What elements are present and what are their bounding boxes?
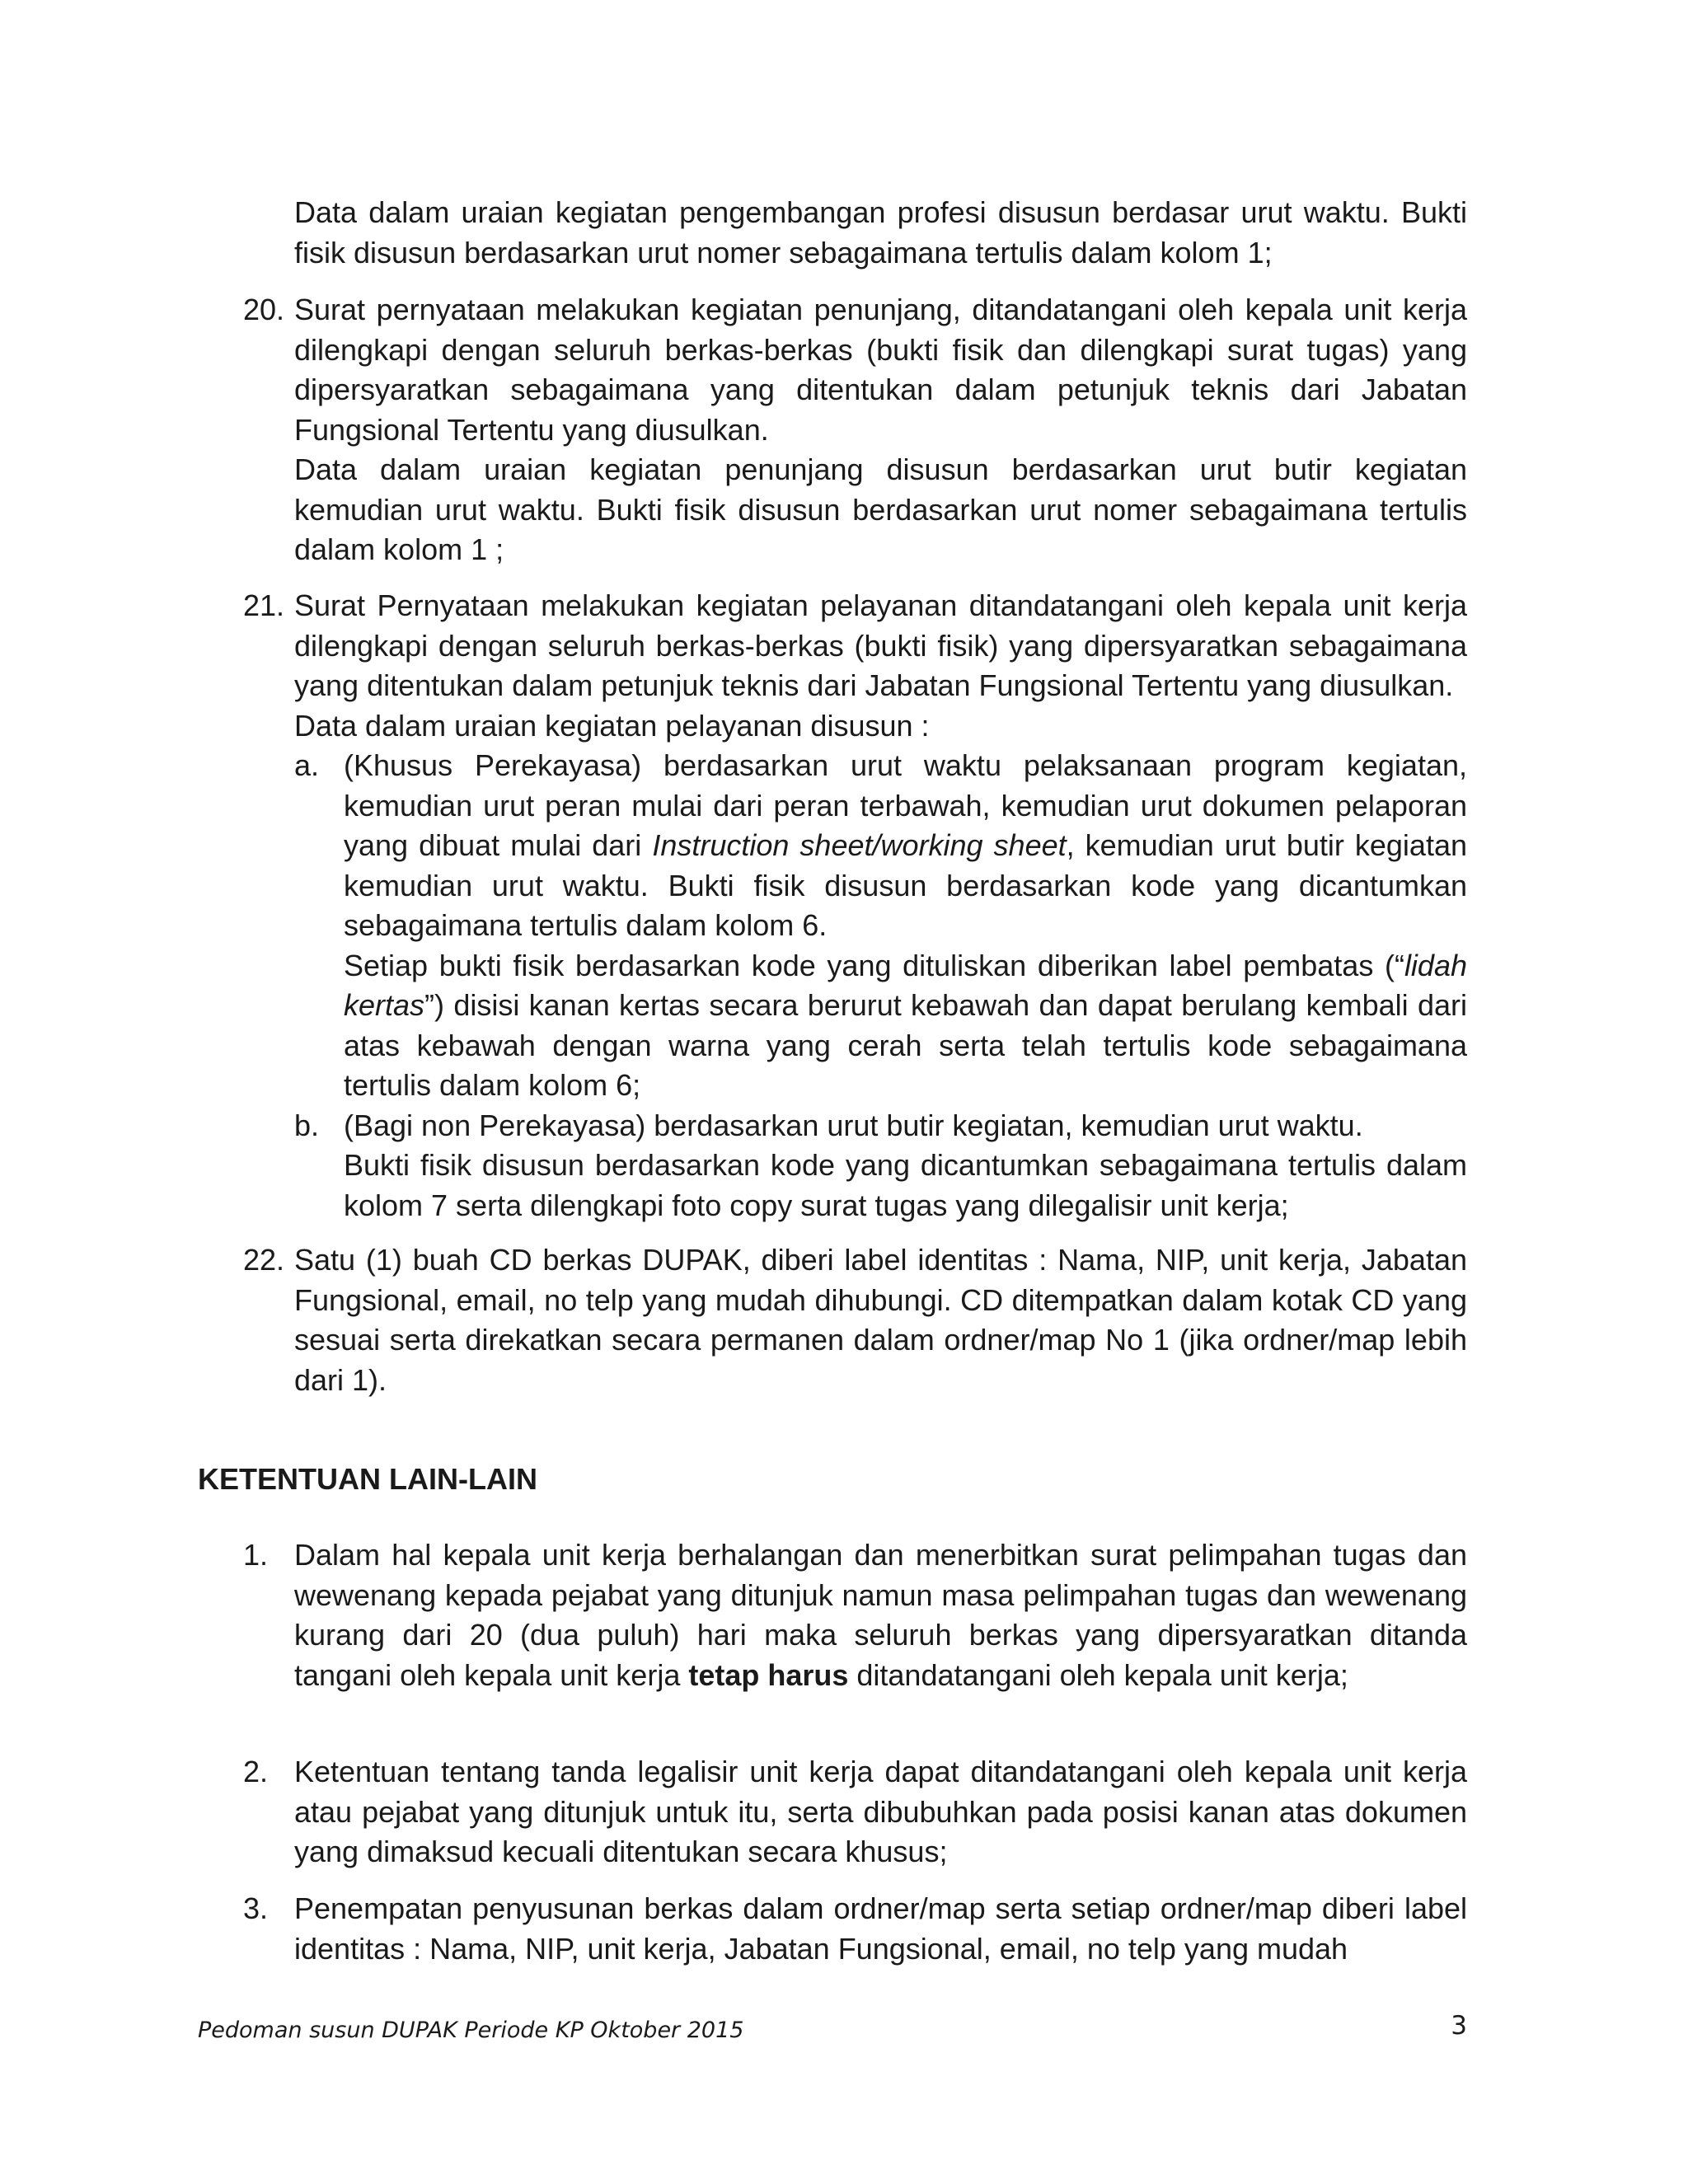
list-item-text: Surat pernyataan melakukan kegiatan penunjang, ditandatangani oleh kepala unit kerja dilengkapi dengan seluruh berkas-berkas (bukti fisik dan dilengkapi surat tugas) yang dipersyaratkan sebagaimana yang ditentukan dalam petunjuk teknis dari Jabatan Fungsional Tertentu yang diusulkan. <box>294 293 1467 447</box>
list-number: 3. <box>243 1891 269 1925</box>
list-item-3 <box>243 1889 1467 1969</box>
sub-item-text: Bukti fisik disusun berdasarkan kode yang dicantumkan sebagaimana tertulis dalam kolom 7 serta dilengkapi foto copy surat tugas yang dilegalisir unit kerja; <box>344 1148 1467 1222</box>
sub-item-text: (Bagi non Perekayasa) berdasarkan urut butir kegiatan, kemudian urut waktu. <box>344 1108 1363 1142</box>
sub-item-text: (Khusus Perekayasa) berdasarkan urut waktu pelaksanaan program kegiatan, kemudian urut peran mulai dari peran terbawah, kemudian urut dokumen pelaporan yang dibuat mulai dari Instruction sheet/working sheet, kemudian urut butir kegiatan kemudian urut waktu. Bukti fisik disusun berdasarkan kode yang dicantumkan sebagaimana tertulis dalam kolom 6. <box>344 748 1467 942</box>
sub-letter: a. <box>294 748 320 782</box>
list-item-21 <box>243 586 1467 1226</box>
list-number: 21. <box>243 588 285 622</box>
intro-paragraph <box>294 193 1467 273</box>
list-item-text: Surat Pernyataan melakukan kegiatan pelayanan ditandatangani oleh kepala unit kerja dilengkapi dengan seluruh berkas-berkas (bukti fisik) yang dipersyaratkan sebagaimana yang ditentukan dalam petunjuk teknis dari Jabatan Fungsional Tertentu yang diusulkan. <box>294 588 1467 702</box>
sub-item-text: Setiap bukti fisik berdasarkan kode yang dituliskan diberikan label pembatas (“lidah kertas”) disisi kanan kertas secara berurut kebawah dan dapat berulang kembali dari atas kebawah dengan warna yang cerah serta telah tertulis kode sebagaimana tertulis dalam kolom 6; <box>344 948 1467 1102</box>
list-item-text: Dalam hal kepala unit kerja berhalangan dan menerbitkan surat pelimpahan tugas dan wewenang kepada pejabat yang ditunjuk namun masa pelimpahan tugas dan wewenang kurang dari 20 (dua puluh) hari maka seluruh berkas yang dipersyaratkan ditanda tangani oleh kepala unit kerja tetap harus ditandatangani oleh kepala unit kerja; <box>294 1538 1467 1692</box>
sub-item-b <box>243 1106 1467 1226</box>
sub-letter: b. <box>294 1108 320 1142</box>
list-number: 20. <box>243 293 285 326</box>
list-item-text: Data dalam uraian kegiatan pelayanan disusun : <box>294 708 930 743</box>
list-number: 22. <box>243 1243 285 1277</box>
sub-item-a <box>243 746 1467 1106</box>
list-item-1 <box>243 1535 1467 1695</box>
list-number: 2. <box>243 1755 269 1788</box>
list-item-text: Satu (1) buah CD berkas DUPAK, diberi label identitas : Nama, NIP, unit kerja, Jabatan Fungsional, email, no telp yang mudah dihubungi. CD ditempatkan dalam kotak CD yang sesuai serta direkatkan secara permanen dalam ordner/map No 1 (jika ordner/map lebih dari 1). <box>294 1243 1467 1397</box>
list-item-20 <box>243 290 1467 570</box>
list-item-text: Ketentuan tentang tanda legalisir unit kerja dapat ditandatangani oleh kepala unit kerja atau pejabat yang ditunjuk untuk itu, serta dibubuhkan pada posisi kanan atas dokumen yang dimaksud kecuali ditentukan secara khusus; <box>294 1755 1467 1868</box>
list-item-text: Data dalam uraian kegiatan penunjang disusun berdasarkan urut butir kegiatan kemudian urut waktu. Bukti fisik disusun berdasarkan urut nomer sebagaimana tertulis dalam kolom 1 ; <box>294 452 1467 566</box>
list-item-text: Penempatan penyusunan berkas dalam ordner/map serta setiap ordner/map diberi label identitas : Nama, NIP, unit kerja, Jabatan Fungsional, email, no telp yang mudah <box>294 1891 1467 1966</box>
list-item-22 <box>243 1240 1467 1400</box>
intro-text: Data dalam uraian kegiatan pengembangan profesi disusun berdasar urut waktu. Bukti fisik disusun berdasarkan urut nomer sebagaimana tertulis dalam kolom 1; <box>294 195 1467 269</box>
list-item-2 <box>243 1752 1467 1872</box>
section-heading: KETENTUAN LAIN-LAIN <box>198 1462 537 1496</box>
page-number: 3 <box>1451 2011 1467 2041</box>
footer-title: Pedoman susun DUPAK Periode KP Oktober 2015 <box>198 2018 744 2043</box>
list-number: 1. <box>243 1538 269 1572</box>
